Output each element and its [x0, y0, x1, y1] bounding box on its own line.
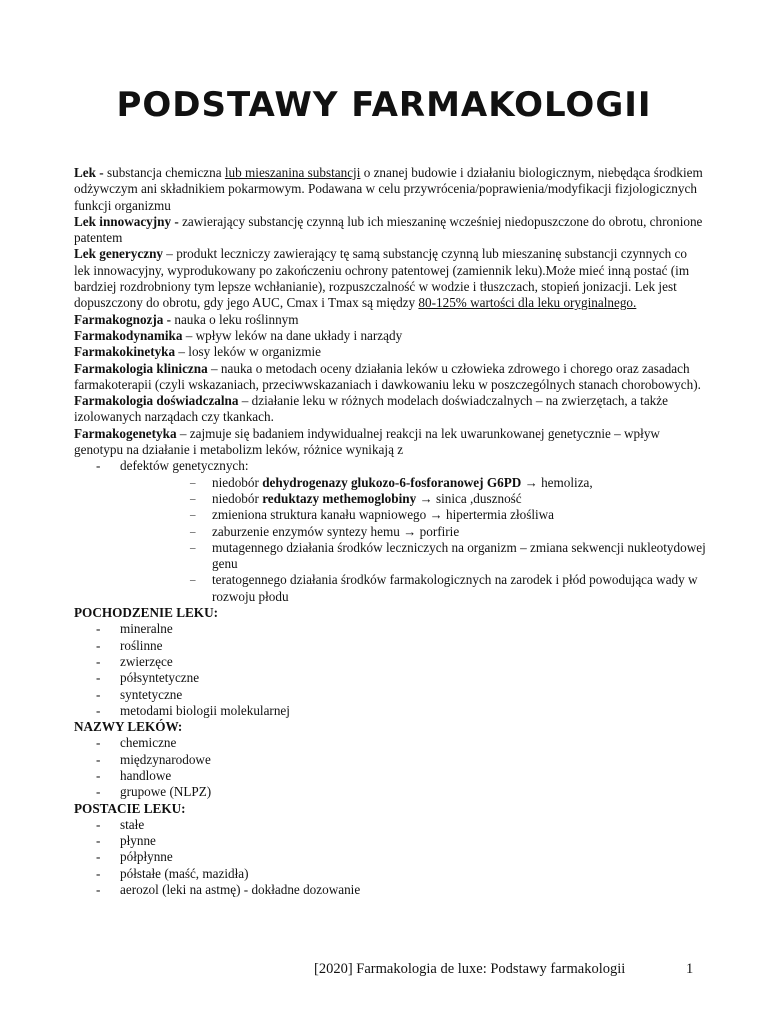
forms-list — [74, 817, 706, 898]
page-footer — [314, 961, 694, 978]
term-lek: Lek - — [74, 165, 104, 180]
definition-text: nauka o leku roślinnym — [171, 311, 299, 327]
list-item-text: → sinica ,duszność — [416, 490, 522, 506]
definition-farmakogenetyka-cont: genotypu na działanie i metabolizm leków, różnice wynikają z — [74, 442, 404, 458]
term-lek-generyczny: Lek generyczny — [74, 246, 163, 262]
definition-farmakogenetyka — [74, 426, 706, 442]
list-item-text: → hemoliza, — [521, 474, 593, 490]
list-item: - półstałe (maść, mazidła) — [74, 866, 706, 882]
definition-lek-generyczny — [74, 246, 706, 311]
list-item: - półsyntetyczne — [74, 670, 706, 686]
list-item — [74, 458, 706, 605]
term-farmakologia-kliniczna: Farmakologia kliniczna — [74, 360, 208, 376]
page-number: 1 — [686, 961, 694, 977]
definition-text: lub mieszanina substancji — [224, 165, 361, 180]
genetic-defects-sublist — [120, 475, 706, 605]
section-heading-origin: POCHODZENIE LEKU: — [74, 605, 218, 621]
genetic-defects-label: defektów genetycznych: — [120, 458, 249, 474]
term-farmakodynamika: Farmakodynamika — [74, 327, 183, 343]
list-item: – zmieniona struktura kanału wapniowego → hipertermia złośliwa — [120, 507, 706, 523]
list-item: - syntetyczne — [74, 687, 706, 703]
list-item-text: reduktazy methemoglobiny — [262, 490, 417, 506]
definition-text: – zajmuje się badaniem indywidualnej reakcji na lek uwarunkowanej genetycznie – wpływ — [176, 425, 660, 441]
definition-farmakologia-kliniczna — [74, 361, 706, 394]
definition-text: substancja chemiczna — [103, 165, 225, 180]
list-item-text: niedobór — [212, 490, 263, 506]
list-item: - chemiczne — [74, 735, 706, 751]
section-heading-forms: POSTACIE LEKU: — [74, 800, 186, 816]
definition-text: – losy leków w organizmie — [175, 344, 322, 360]
list-item — [120, 475, 706, 491]
definition-lek-innowacyjny — [74, 214, 706, 247]
list-item: – mutagennego działania środków leczniczych na organizm – zmiana sekwencji nukleotydowej genu — [120, 540, 706, 573]
list-item: - płynne — [74, 833, 706, 849]
list-item: - półpłynne — [74, 849, 706, 865]
document-body — [74, 165, 706, 898]
definition-text: – działanie leku w różnych modelach doświadczalnych – na zwierzętach, a także izolowanych narządach czy tkankach. — [74, 393, 668, 425]
list-item: - zwierzęce — [74, 654, 706, 670]
page-title: PODSTAWY FARMAKOLOGII — [116, 85, 652, 125]
definition-farmakokinetyka — [74, 344, 706, 360]
definition-farmakologia-doswiadczalna — [74, 393, 706, 426]
definition-text: – produkt leczniczy zawierający tę samą substancję czynną lub mieszaninę substancji czynnych co lek innowacyjny, wyprodukowany po zakończeniu ochrony patentowej (zamiennik leku).Może mieć inną postać (im bardziej rozdrobniony tym lepsze wchłanianie), rozpuszczalność w wodzie i tłuszczach, stopień jonizacji. Lek jest dopuszczony do obrotu, gdy jego AUC, Cmax i Tmax są między — [74, 246, 690, 311]
list-item: - metodami biologii molekularnej — [74, 703, 706, 719]
definition-text: – wpływ leków na dane układy i narządy — [182, 327, 403, 343]
list-item-text: niedobór — [212, 474, 263, 490]
list-item — [120, 491, 706, 507]
list-item-text: dehydrogenazy glukozo-6-fosforanowej G6PD — [262, 474, 522, 490]
origin-list — [74, 621, 706, 719]
term-farmakogenetyka: Farmakogenetyka — [74, 425, 177, 441]
definition-text: 80-125% wartości dla leku oryginalnego. — [418, 295, 637, 311]
list-item: - grupowe (NLPZ) — [74, 784, 706, 800]
list-item: - roślinne — [74, 638, 706, 654]
definition-lek — [74, 165, 706, 214]
list-item: - międzynarodowe — [74, 752, 706, 768]
list-item: - aerozol (leki na astmę) - dokładne dozowanie — [74, 882, 706, 898]
list-item: – zaburzenie enzymów syntezy hemu → porfirie — [120, 524, 706, 540]
term-lek-innowacyjny: Lek innowacyjny - — [74, 213, 179, 229]
definition-text: zawierający substancję czynną lub ich mieszaninę wcześniej niedopuszczone do obrotu, chronione patentem — [74, 213, 703, 246]
term-farmakokinetyka: Farmakokinetyka — [74, 344, 176, 360]
definition-farmakodynamika — [74, 328, 706, 344]
section-heading-names: NAZWY LEKÓW: — [74, 719, 183, 735]
term-farmakologia-doswiadczalna: Farmakologia doświadczalna — [74, 393, 239, 409]
footer-text: [2020] Farmakologia de luxe: Podstawy farmakologii — [314, 961, 626, 977]
term-farmakognozja: Farmakognozja - — [74, 311, 172, 327]
definition-farmakognozja — [74, 312, 706, 328]
genetic-defects-list — [74, 458, 706, 605]
definition-text: o znanej budowie i działaniu biologicznym, niebędąca środkiem odżywczym ani składnikiem pokarmowym. Podawana w celu przywrócenia/poprawienia/modyfikacji fizjologicznych funkcji organizmu — [74, 165, 703, 213]
list-item: - handlowe — [74, 768, 706, 784]
definition-text: – nauka o metodach oceny działania leków u człowieka zdrowego i chorego oraz zasadach farmakoterapii (czyli wskazaniach, przeciwwskazaniach i dawkowaniu leku w poszczególnych stanach chorobowych). — [74, 360, 701, 392]
names-list — [74, 735, 706, 800]
list-item: – teratogennego działania środków farmakologicznych na zarodek i płód powodująca wady w rozwoju płodu — [120, 572, 706, 605]
list-item: - stałe — [74, 817, 706, 833]
list-item: - mineralne — [74, 621, 706, 637]
